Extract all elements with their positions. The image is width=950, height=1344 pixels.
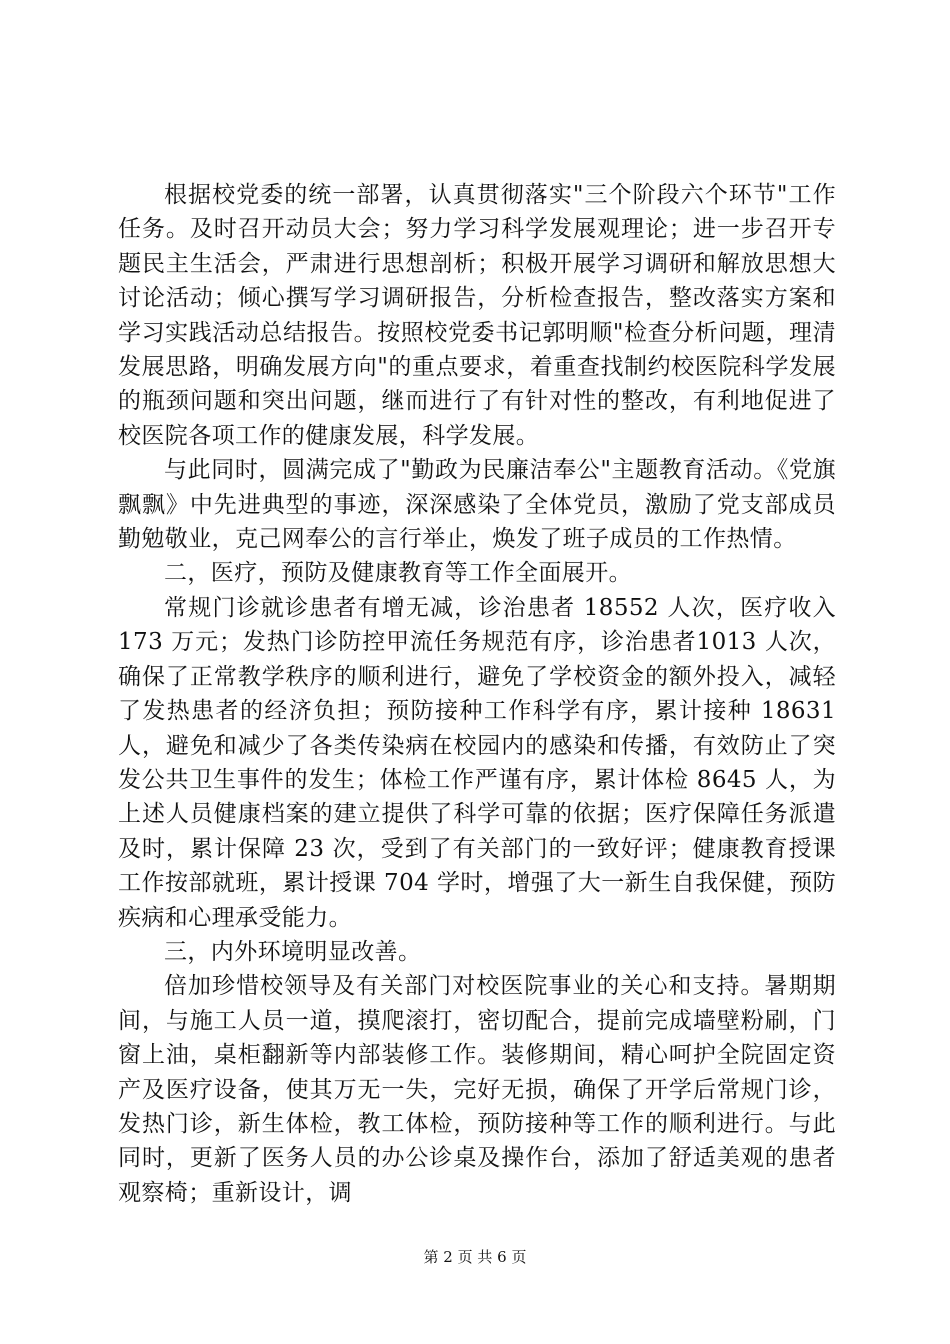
- page-number-footer: 第 2 页 共 6 页: [423, 1248, 527, 1266]
- paragraph-medical-stats: 常规门诊就诊患者有增无减，诊治患者 18552 人次，医疗收入 173 万元；发热门诊防控甲流任务规范有序，诊治患者1013 人次，确保了正常教学秩序的顺利进行，避免了学校资金的额外投入，减轻了发热患者的经济负担；预防接种工作科学有序，累计接种 18631 人，避免和减少了各类传染病在校园内的感染和传播，有效防止了突发公共卫生事件的发生；体检工作严谨有序，累计体检 8645 人，为上述人员健康档案的建立提供了科学可靠的依据；医疗保障任务派遣及时，累计保障 23 次，受到了有关部门的一致好评；健康教育授课工作按部就班，累计授课 704 学时，增强了大一新生自我保健，预防疾病和心理承受能力。: [118, 594, 836, 931]
- section-heading-environment: 三，内外环境明显改善。: [164, 938, 422, 965]
- paragraph-study-practice: 根据校党委的统一部署，认真贯彻落实"三个阶段六个环节"工作任务。及时召开动员大会；努力学习科学发展观理论；进一步召开专题民主生活会，严肃进行思想剖析；积极开展学习调研和解放思想大讨论活动；倾心撰写学习调研报告，分析检查报告，整改落实方案和学习实践活动总结报告。按照校党委书记郭明顺"检查分析问题，理清发展思路，明确发展方向"的重点要求，着重查找制约校医院科学发展的瓶颈问题和突出问题，继而进行了有针对性的整改，有利地促进了校医院各项工作的健康发展，科学发展。: [118, 182, 836, 449]
- paragraph-education-activity: 与此同时，圆满完成了"勤政为民廉洁奉公"主题教育活动。《党旗飘飘》中先进典型的事迹，深深感染了全体党员，激励了党支部成员勤勉敬业，克己网奉公的言行举止，焕发了班子成员的工作热情。: [118, 457, 836, 553]
- section-heading-medical: 二，医疗，预防及健康教育等工作全面展开。: [164, 560, 632, 587]
- document-body: [118, 178, 836, 1210]
- paragraph-environment: 倍加珍惜校领导及有关部门对校医院事业的关心和支持。暑期期间，与施工人员一道，摸爬滚打，密切配合，提前完成墙壁粉刷，门窗上油，桌柜翻新等内部装修工作。装修期间，精心呵护全院固定资产及医疗设备，使其万无一失，完好无损，确保了开学后常规门诊，发热门诊，新生体检，教工体检，预防接种等工作的顺利进行。与此同时，更新了医务人员的办公诊桌及操作台，添加了舒适美观的患者观察椅；重新设计，调: [118, 973, 836, 1206]
